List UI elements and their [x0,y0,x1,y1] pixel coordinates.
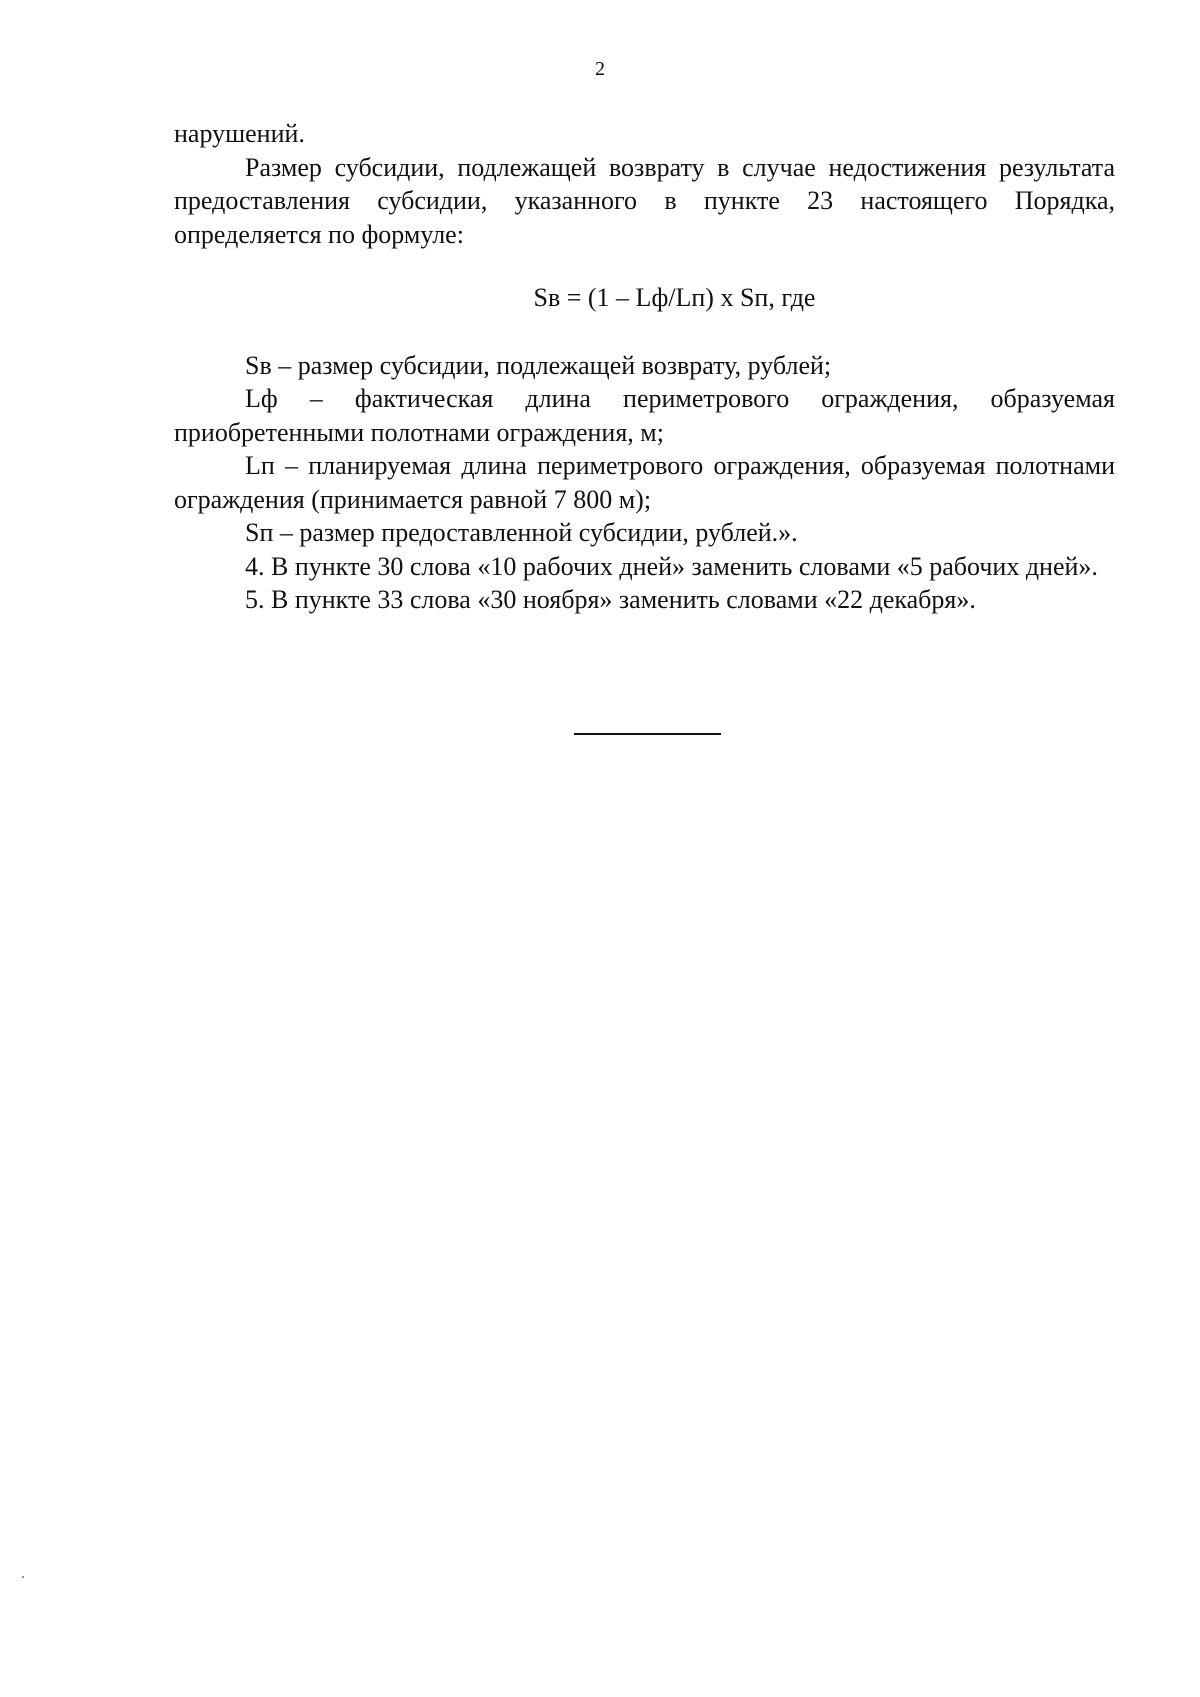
amendment-item-5: 5. В пункте 33 слова «30 ноября» заменить словами «22 декабря». [245,585,976,614]
amendment-item-4: 4. В пункте 30 слова «10 рабочих дней» заменить словами «5 рабочих дней». [245,551,1098,581]
end-divider-line [574,733,721,735]
definition-lp: Lп – планируемая длина периметрового ограждения, образуемая полотнами ограждения (принимается равной 7 800 м); [174,451,1115,514]
definition-sp: Sп – размер предоставленной субсидии, рублей.». [245,518,798,547]
paragraph-subsidy-return-size: Размер субсидии, подлежащей возврату в случае недостижения результата предоставления субсидии, указанного в пункте 23 настоящего Порядка, определяется по формуле: [174,152,1115,249]
page-number: 2 [595,58,605,80]
definition-sv: Sв – размер субсидии, подлежащей возврату, рублей; [245,350,832,380]
subsidy-return-formula: Sв = (1 – Lф/Lп) х Sп, где [533,283,816,312]
document-body [174,117,1115,617]
definition-lf: Lф – фактическая длина периметрового ограждения, образуемая приобретенными полотнами ограждения, м; [174,384,1115,447]
scan-speck [22,1576,24,1578]
paragraph-continuation: нарушений. [174,119,305,148]
